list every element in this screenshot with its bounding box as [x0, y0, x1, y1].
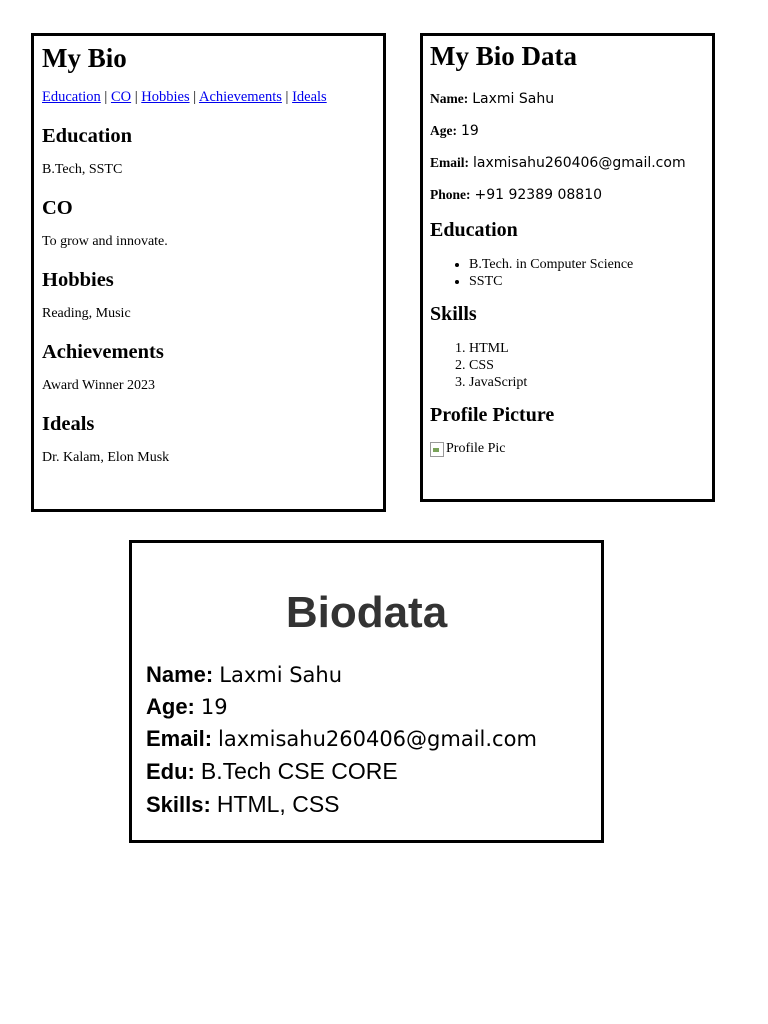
field-value: laxmisahu260406@gmail.com — [473, 155, 686, 171]
nav-link-co[interactable]: CO — [110, 89, 132, 105]
field-age — [430, 122, 705, 140]
section-text-co: To grow and innovate. — [42, 234, 168, 249]
field-value: Laxmi Sahu — [219, 663, 343, 687]
my-bio-title: My Bio — [42, 43, 127, 73]
field-value: Laxmi Sahu — [472, 91, 555, 107]
card-field-email — [146, 723, 587, 755]
nav-separator: | — [193, 89, 197, 105]
section-heading-education: Education — [42, 125, 132, 147]
card-field-skills — [146, 788, 587, 821]
list-item: • SSTC — [469, 273, 705, 290]
list-item: 3. JavaScript — [469, 374, 705, 391]
card-field-age — [146, 691, 587, 723]
section-heading-co: CO — [42, 197, 73, 219]
field-value: 19 — [200, 695, 228, 719]
nav-link-education[interactable]: Education — [42, 89, 101, 105]
biodata-card — [129, 540, 604, 843]
section-text-achievements: Award Winner 2023 — [42, 378, 155, 393]
nav-separator: | — [104, 89, 108, 105]
section-text-ideals: Dr. Kalam, Elon Musk — [42, 450, 170, 465]
nav-link-ideals[interactable]: Ideals — [292, 89, 327, 105]
list-item: 1. HTML — [469, 340, 705, 357]
my-bio-panel — [31, 33, 386, 512]
field-value: B.Tech CSE CORE — [200, 758, 398, 784]
section-text-education: B.Tech, SSTC — [42, 162, 123, 177]
nav-link-achievements[interactable]: Achievements — [198, 89, 282, 105]
skills-heading: Skills — [430, 303, 477, 325]
field-name — [430, 90, 705, 108]
nav-separator: | — [134, 89, 138, 105]
section-heading-ideals: Ideals — [42, 413, 95, 435]
field-value: +91 92389 08810 — [474, 187, 603, 203]
field-label: Email: — [430, 155, 469, 170]
field-label: Age: — [430, 123, 457, 138]
field-label: Name: — [146, 662, 214, 687]
list-item: 2. CSS — [469, 357, 705, 374]
biodata-title: Biodata — [285, 588, 448, 637]
skills-list — [430, 340, 705, 391]
profile-picture-heading: Profile Picture — [430, 404, 555, 426]
field-label: Skills: — [146, 792, 211, 817]
field-value: laxmisahu260406@gmail.com — [218, 727, 537, 751]
nav-separator: | — [285, 89, 289, 105]
field-label: Email: — [146, 726, 213, 751]
card-field-name — [146, 659, 587, 691]
field-value: HTML, CSS — [216, 791, 340, 817]
field-value: 19 — [461, 123, 479, 139]
section-heading-hobbies: Hobbies — [42, 269, 114, 291]
bio-nav — [42, 88, 375, 106]
profile-picture-alt: Profile Pic — [446, 441, 506, 456]
profile-picture — [430, 441, 705, 457]
list-item: • B.Tech. in Computer Science — [469, 256, 705, 273]
nav-link-hobbies[interactable]: Hobbies — [141, 89, 190, 105]
broken-image-icon — [430, 442, 444, 457]
field-label: Phone: — [430, 187, 471, 202]
section-text-hobbies: Reading, Music — [42, 306, 131, 321]
field-email — [430, 154, 705, 172]
field-label: Name: — [430, 91, 469, 106]
section-heading-achievements: Achievements — [42, 341, 164, 363]
card-field-edu — [146, 755, 587, 788]
field-label: Age: — [146, 694, 195, 719]
my-bio-data-title: My Bio Data — [430, 41, 577, 71]
field-phone — [430, 186, 705, 204]
field-label: Edu: — [146, 759, 195, 784]
education-list — [430, 256, 705, 290]
education-heading: Education — [430, 219, 518, 241]
my-bio-data-panel — [420, 33, 715, 502]
